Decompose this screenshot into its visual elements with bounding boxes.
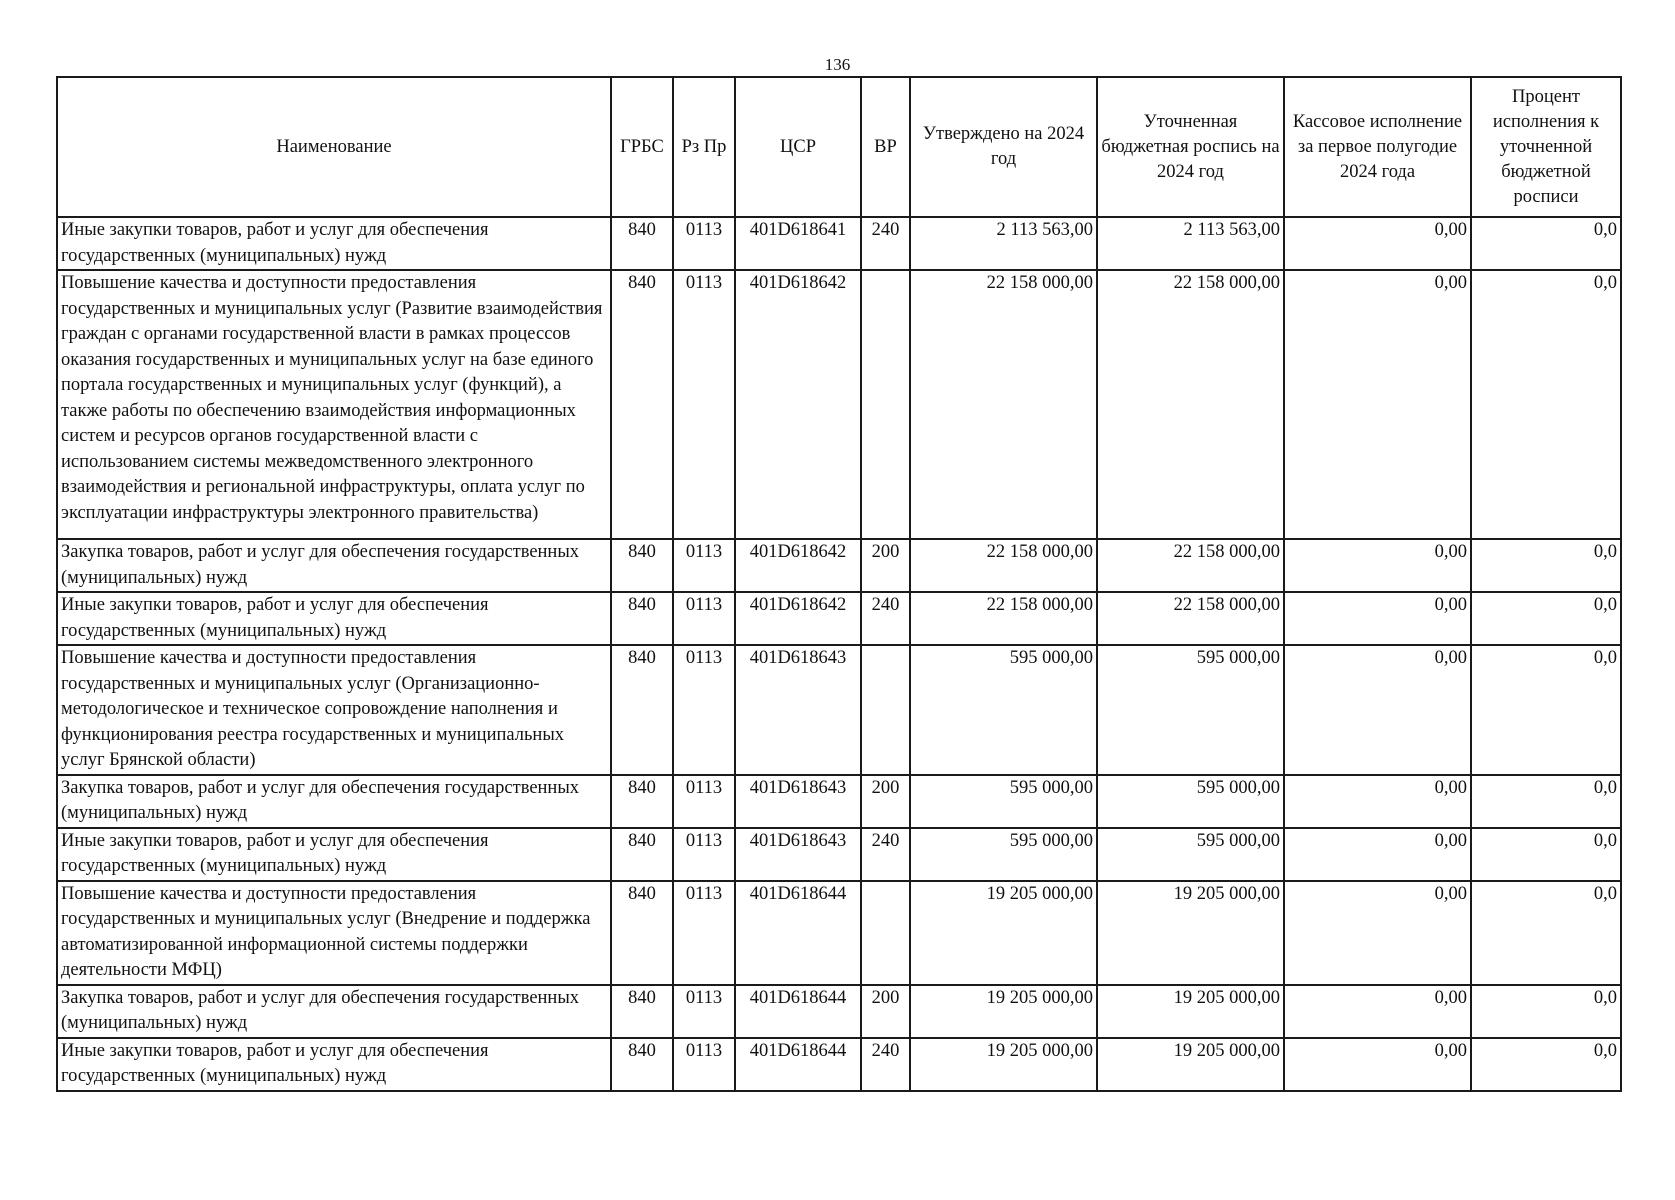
row-cash: 0,00 — [1284, 645, 1471, 775]
row-cash: 0,00 — [1284, 881, 1471, 985]
row-approved: 19 205 000,00 — [910, 1038, 1097, 1091]
row-name: Иные закупки товаров, работ и услуг для обеспечения государственных (муниципальных) нужд — [57, 217, 611, 270]
column-header-name: Наименование — [57, 77, 611, 217]
table-row — [57, 881, 1621, 985]
row-refined: 22 158 000,00 — [1097, 270, 1284, 539]
row-percent: 0,0 — [1471, 270, 1621, 539]
row-rzpr: 0113 — [673, 985, 735, 1038]
row-csr: 401D618643 — [735, 775, 861, 828]
table-row — [57, 539, 1621, 592]
row-cash: 0,00 — [1284, 217, 1471, 270]
column-header-approved: Утверждено на 2024 год — [910, 77, 1097, 217]
row-approved: 595 000,00 — [910, 645, 1097, 775]
row-vr: 240 — [861, 592, 910, 645]
row-percent: 0,0 — [1471, 645, 1621, 775]
row-cash: 0,00 — [1284, 592, 1471, 645]
row-rzpr: 0113 — [673, 217, 735, 270]
row-grbs: 840 — [611, 270, 673, 539]
column-header-csr: ЦСР — [735, 77, 861, 217]
row-rzpr: 0113 — [673, 539, 735, 592]
row-percent: 0,0 — [1471, 539, 1621, 592]
budget-table — [56, 76, 1622, 1092]
row-percent: 0,0 — [1471, 828, 1621, 881]
row-approved: 19 205 000,00 — [910, 985, 1097, 1038]
row-vr: 200 — [861, 539, 910, 592]
row-cash: 0,00 — [1284, 1038, 1471, 1091]
row-name: Закупка товаров, работ и услуг для обеспечения государственных (муниципальных) нужд — [57, 539, 611, 592]
row-name: Закупка товаров, работ и услуг для обеспечения государственных (муниципальных) нужд — [57, 775, 611, 828]
column-header-cash: Кассовое исполнение за первое полугодие 2024 года — [1284, 77, 1471, 217]
row-percent: 0,0 — [1471, 985, 1621, 1038]
row-cash: 0,00 — [1284, 828, 1471, 881]
row-csr: 401D618642 — [735, 539, 861, 592]
row-grbs: 840 — [611, 592, 673, 645]
column-header-rzpr: Рз Пр — [673, 77, 735, 217]
row-cash: 0,00 — [1284, 985, 1471, 1038]
row-refined: 595 000,00 — [1097, 828, 1284, 881]
row-vr — [861, 645, 910, 775]
row-name: Иные закупки товаров, работ и услуг для обеспечения государственных (муниципальных) нужд — [57, 828, 611, 881]
row-grbs: 840 — [611, 645, 673, 775]
row-rzpr: 0113 — [673, 270, 735, 539]
row-approved: 22 158 000,00 — [910, 539, 1097, 592]
table-row — [57, 1038, 1621, 1091]
row-percent: 0,0 — [1471, 881, 1621, 985]
row-refined: 595 000,00 — [1097, 645, 1284, 775]
row-vr: 240 — [861, 217, 910, 270]
row-vr — [861, 270, 910, 539]
page-number: 136 — [824, 55, 851, 74]
row-percent: 0,0 — [1471, 217, 1621, 270]
row-rzpr: 0113 — [673, 881, 735, 985]
row-cash: 0,00 — [1284, 775, 1471, 828]
row-rzpr: 0113 — [673, 645, 735, 775]
header-row — [57, 77, 1621, 217]
column-header-refined: Уточненная бюджетная роспись на 2024 год — [1097, 77, 1284, 217]
row-csr: 401D618642 — [735, 592, 861, 645]
column-header-percent: Процент исполнения к уточненной бюджетной росписи — [1471, 77, 1621, 217]
row-percent: 0,0 — [1471, 1038, 1621, 1091]
row-approved: 19 205 000,00 — [910, 881, 1097, 985]
row-refined: 19 205 000,00 — [1097, 985, 1284, 1038]
row-approved: 2 113 563,00 — [910, 217, 1097, 270]
row-approved: 22 158 000,00 — [910, 270, 1097, 539]
row-grbs: 840 — [611, 881, 673, 985]
row-refined: 22 158 000,00 — [1097, 539, 1284, 592]
row-name: Закупка товаров, работ и услуг для обеспечения государственных (муниципальных) нужд — [57, 985, 611, 1038]
table-row — [57, 217, 1621, 270]
row-refined: 22 158 000,00 — [1097, 592, 1284, 645]
row-rzpr: 0113 — [673, 1038, 735, 1091]
table-row — [57, 775, 1621, 828]
row-vr: 240 — [861, 828, 910, 881]
row-csr: 401D618643 — [735, 645, 861, 775]
table-row — [57, 645, 1621, 775]
row-grbs: 840 — [611, 828, 673, 881]
row-percent: 0,0 — [1471, 592, 1621, 645]
column-header-grbs: ГРБС — [611, 77, 673, 217]
row-name: Повышение качества и доступности предоставления государственных и муниципальных услуг (Организационно-методологическое и техническое сопровождение наполнения и функционирования реестра государственных и муниципальных услуг Брянской области) — [57, 645, 611, 775]
row-name: Повышение качества и доступности предоставления государственных и муниципальных услуг (Развитие взаимодействия граждан с органами государственной власти в рамках процессов оказания государственных и муниципальных услуг на базе единого портала государственных и муниципальных услуг (функций), а также работы по обеспечению взаимодействия информационных систем и ресурсов органов государственной власти с использованием системы межведомственного электронного взаимодействия и региональной инфраструктуры, оплата услуг по эксплуатации инфраструктуры электронного правительства) — [57, 270, 611, 539]
column-header-vr: ВР — [861, 77, 910, 217]
row-csr: 401D618644 — [735, 985, 861, 1038]
row-approved: 595 000,00 — [910, 775, 1097, 828]
row-refined: 19 205 000,00 — [1097, 1038, 1284, 1091]
row-grbs: 840 — [611, 985, 673, 1038]
row-csr: 401D618642 — [735, 270, 861, 539]
table-row — [57, 592, 1621, 645]
row-grbs: 840 — [611, 217, 673, 270]
row-percent: 0,0 — [1471, 775, 1621, 828]
row-approved: 595 000,00 — [910, 828, 1097, 881]
row-grbs: 840 — [611, 539, 673, 592]
row-cash: 0,00 — [1284, 270, 1471, 539]
row-refined: 19 205 000,00 — [1097, 881, 1284, 985]
row-vr: 240 — [861, 1038, 910, 1091]
table-row — [57, 985, 1621, 1038]
row-vr: 200 — [861, 985, 910, 1038]
row-csr: 401D618643 — [735, 828, 861, 881]
row-name: Повышение качества и доступности предоставления государственных и муниципальных услуг (Внедрение и поддержка автоматизированной информационной системы поддержки деятельности МФЦ) — [57, 881, 611, 985]
row-vr: 200 — [861, 775, 910, 828]
row-name: Иные закупки товаров, работ и услуг для обеспечения государственных (муниципальных) нужд — [57, 592, 611, 645]
row-csr: 401D618644 — [735, 1038, 861, 1091]
row-vr — [861, 881, 910, 985]
row-csr: 401D618644 — [735, 881, 861, 985]
row-name: Иные закупки товаров, работ и услуг для обеспечения государственных (муниципальных) нужд — [57, 1038, 611, 1091]
row-grbs: 840 — [611, 775, 673, 828]
row-cash: 0,00 — [1284, 539, 1471, 592]
row-csr: 401D618641 — [735, 217, 861, 270]
row-refined: 595 000,00 — [1097, 775, 1284, 828]
row-rzpr: 0113 — [673, 775, 735, 828]
table-row — [57, 270, 1621, 539]
row-grbs: 840 — [611, 1038, 673, 1091]
row-rzpr: 0113 — [673, 828, 735, 881]
row-rzpr: 0113 — [673, 592, 735, 645]
table-row — [57, 828, 1621, 881]
row-refined: 2 113 563,00 — [1097, 217, 1284, 270]
row-approved: 22 158 000,00 — [910, 592, 1097, 645]
